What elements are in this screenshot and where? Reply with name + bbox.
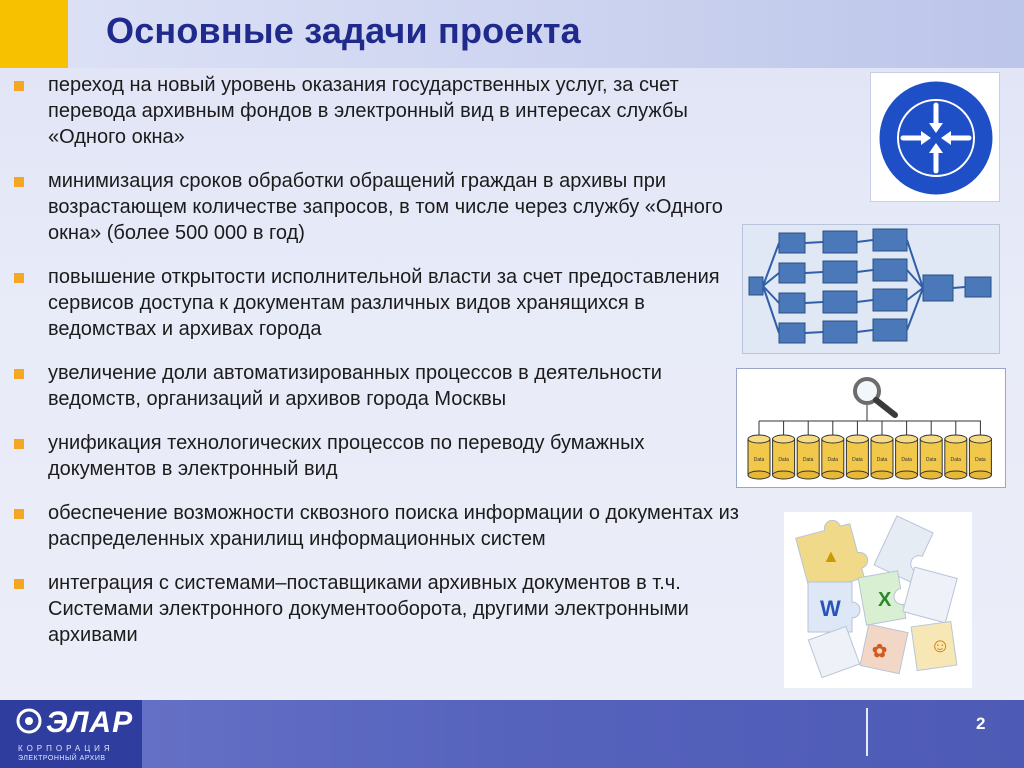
database-bottom — [773, 471, 795, 479]
bullet-marker-icon — [14, 369, 24, 379]
database-top — [748, 435, 770, 443]
database-bottom — [920, 471, 942, 479]
database-label: Data — [827, 457, 839, 463]
slide-header — [0, 0, 1024, 68]
bullet-marker-icon — [14, 81, 24, 91]
database-label: Data — [975, 457, 986, 463]
svg-text:☺: ☺ — [930, 635, 951, 657]
bullet-item — [14, 360, 749, 412]
single-window-sign-image — [870, 72, 1000, 202]
bullet-item — [14, 570, 749, 648]
logo-name: ЭЛАР — [46, 706, 134, 739]
database-top — [846, 435, 868, 443]
bullet-marker-icon — [14, 439, 24, 449]
database-top — [896, 435, 918, 443]
bullet-text: минимизация сроков обработки обращений граждан в архивы при возрастающем количестве запросов, в том числе через службу «Одного окна» (более 500 000 в год) — [48, 170, 723, 244]
database-label: Data — [778, 457, 789, 463]
page-number: 2 — [976, 714, 986, 733]
bullet-text: переход на новый уровень оказания государственных услуг, за счет перевода архивным фондов в электронный вид в интересах службы «Одного окна» — [48, 74, 688, 148]
database-top — [945, 435, 967, 443]
slide-footer — [0, 700, 1024, 768]
database-bottom — [748, 471, 770, 479]
bullet-item — [14, 500, 749, 552]
database-label: Data — [950, 457, 962, 463]
database-bottom — [797, 471, 819, 479]
integration-puzzle-image — [784, 512, 972, 688]
database-label: Data — [876, 457, 888, 463]
bullet-item — [14, 264, 749, 342]
database-bottom — [846, 471, 868, 479]
slide-title: Основные задачи проекта — [106, 10, 581, 51]
bullet-marker-icon — [14, 509, 24, 519]
database-top — [920, 435, 942, 443]
database-top — [822, 435, 844, 443]
database-label: Data — [852, 457, 863, 463]
database-bottom — [896, 471, 918, 479]
process-flow-diagram-icon — [743, 225, 1000, 354]
bullet-text: повышение открытости исполнительной власти за счет предоставления сервисов доступа к документам различных видов хранящихся в ведомствах и архивах города — [48, 266, 720, 340]
svg-text:X: X — [878, 589, 892, 611]
single-window-sign-icon — [871, 73, 1000, 202]
bullet-item — [14, 168, 749, 246]
company-logo — [0, 700, 142, 768]
database-bottom — [871, 471, 893, 479]
footer-divider — [866, 708, 868, 756]
bullet-marker-icon — [14, 177, 24, 187]
database-top — [871, 435, 893, 443]
bullet-text: обеспечение возможности сквозного поиска информации о документах из распределенных хранилищ информационных систем — [48, 502, 739, 550]
header-accent-block — [0, 0, 68, 68]
logo-subtitle-archive: ЭЛЕКТРОННЫЙ АРХИВ — [18, 755, 106, 762]
database-top — [773, 435, 795, 443]
puzzle-pieces-icon — [784, 512, 972, 688]
bullet-text: увеличение доли автоматизированных процессов в деятельности ведомств, организаций и архивов города Москвы — [48, 362, 662, 410]
database-bottom — [969, 471, 991, 479]
bullet-list — [14, 72, 749, 666]
bullet-marker-icon — [14, 579, 24, 589]
database-label: Data — [802, 457, 814, 463]
bullet-item — [14, 430, 749, 482]
database-bottom — [822, 471, 844, 479]
svg-text:▲: ▲ — [822, 546, 840, 566]
elar-logo-icon — [16, 708, 42, 734]
database-label: Data — [901, 457, 912, 463]
svg-text:✿: ✿ — [872, 641, 888, 661]
database-search-icon — [737, 369, 1006, 488]
svg-text:W: W — [820, 596, 841, 621]
database-label: Data — [753, 457, 765, 463]
bullet-item — [14, 72, 749, 150]
logo-subtitle-company: КОРПОРАЦИЯ — [18, 744, 114, 753]
bullet-marker-icon — [14, 273, 24, 283]
database-bottom — [945, 471, 967, 479]
database-top — [969, 435, 991, 443]
distributed-search-image — [736, 368, 1006, 488]
bullet-text: унификация технологических процессов по переводу бумажных документов в электронный вид — [48, 432, 645, 480]
database-label: Data — [925, 457, 937, 463]
database-top — [797, 435, 819, 443]
process-flow-image — [742, 224, 1000, 354]
bullet-text: интеграция с системами–поставщиками архивных документов в т.ч. Системами электронного документооборота, другими электронными архивами — [48, 572, 689, 646]
